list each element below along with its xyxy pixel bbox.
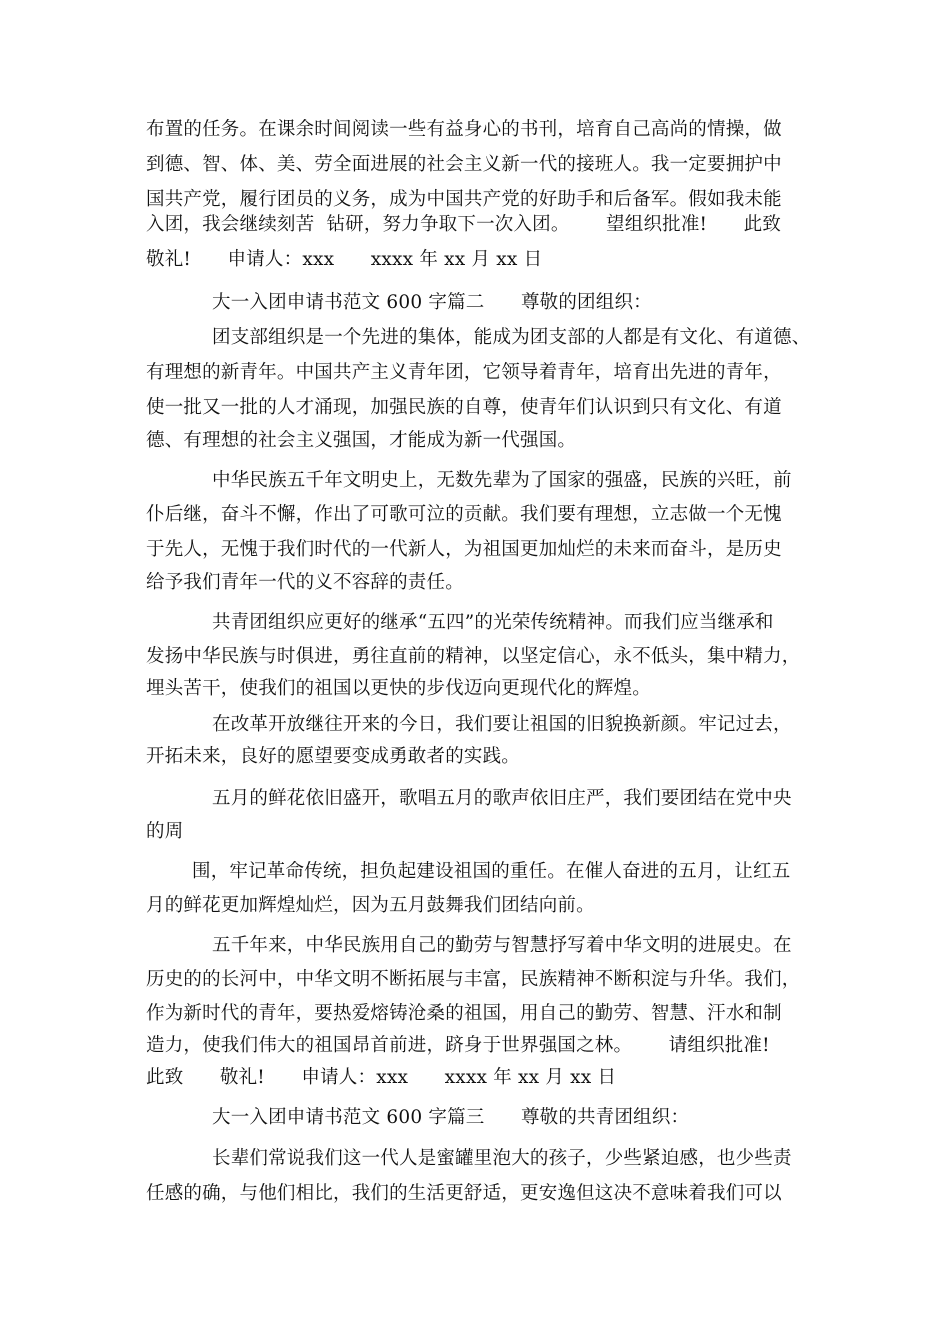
text-line: 共青团组织应更好的继承“五四”的光荣传统精神。而我们应当继承和 xyxy=(212,612,774,633)
text-line: 敬礼! 申请人：xxx xxxx 年 xx 月 xx 日 xyxy=(146,249,543,270)
text-line: 到德、智、体、美、劳全面进展的社会主义新一代的接班人。我一定要拥护中 xyxy=(146,154,782,175)
section-heading-3: 大一入团申请书范文 600 字篇三 尊敬的共青团组织： xyxy=(212,1107,690,1128)
text-line: 发扬中华民族与时俱进，勇往直前的精神，以坚定信心，永不低头，集中精力， xyxy=(146,646,801,667)
text-line: 布置的任务。在课余时间阅读一些有益身心的书刊，培育自己高尚的情操，做 xyxy=(146,119,782,140)
text-line: 入团，我会继续刻苦 钻研，努力争取下一次入团。 望组织批准! 此致 xyxy=(146,214,782,235)
text-line: 国共产党，履行团员的义务，成为中国共产党的好助手和后备军。假如我未能 xyxy=(146,189,782,210)
text-line: 长辈们常说我们这一代人是蜜罐里泡大的孩子，少些紧迫感，也少些责 xyxy=(212,1148,792,1169)
text-line: 在改革开放继往开来的今日，我们要让祖国的旧貌换新颜。牢记过去， xyxy=(212,714,792,735)
text-line: 于先人，无愧于我们时代的一代新人，为祖国更加灿烂的未来而奋斗，是历史 xyxy=(146,539,782,560)
text-line: 团支部组织是一个先进的集体，能成为团支部的人都是有文化、有道德、 xyxy=(212,327,811,348)
text-line: 五月的鲜花依旧盛开，歌唱五月的歌声依旧庄严，我们要团结在党中央 xyxy=(212,788,792,809)
text-line: 造力，使我们伟大的祖国昂首前进，跻身于世界强国之林。 请组织批准! xyxy=(146,1035,770,1056)
text-line: 作为新时代的青年，要热爱熔铸沧桑的祖国，用自己的勤劳、智慧、汗水和制 xyxy=(146,1003,782,1024)
text-line: 埋头苦干，使我们的祖国以更快的步伐迈向更现代化的辉煌。 xyxy=(146,678,651,699)
section-heading-2: 大一入团申请书范文 600 字篇二 尊敬的团组织： xyxy=(212,292,652,313)
text-line: 的周 xyxy=(146,821,184,842)
text-line: 德、有理想的社会主义强国，才能成为新一代强国。 xyxy=(146,430,577,451)
text-line: 任感的确，与他们相比，我们的生活更舒适，更安逸但这决不意味着我们可以 xyxy=(146,1183,782,1204)
text-line: 开拓未来，良好的愿望要变成勇敢者的实践。 xyxy=(146,746,521,767)
text-line: 给予我们青年一代的义不容辞的责任。 xyxy=(146,572,464,593)
text-line: 使一批又一批的人才涌现，加强民族的自尊，使青年们认识到只有文化、有道 xyxy=(146,397,782,418)
text-line: 有理想的新青年。中国共产主义青年团，它领导着青年，培育出先进的青年， xyxy=(146,362,782,383)
text-line: 月的鲜花更加辉煌灿烂，因为五月鼓舞我们团结向前。 xyxy=(146,895,595,916)
text-line: 此致 敬礼! 申请人：xxx xxxx 年 xx 月 xx 日 xyxy=(146,1067,617,1088)
text-line: 五千年来，中华民族用自己的勤劳与智慧抒写着中华文明的进展史。在 xyxy=(212,935,792,956)
text-line: 中华民族五千年文明史上，无数先辈为了国家的强盛，民族的兴旺，前 xyxy=(212,470,792,491)
text-line: 历史的的长河中，中华文明不断拓展与丰富，民族精神不断积淀与升华。我们， xyxy=(146,969,801,990)
text-line: 仆后继，奋斗不懈，作出了可歌可泣的贡献。我们要有理想，立志做一个无愧 xyxy=(146,504,782,525)
text-line: 围，牢记革命传统，担负起建设祖国的重任。在催人奋进的五月，让红五 xyxy=(192,861,791,882)
